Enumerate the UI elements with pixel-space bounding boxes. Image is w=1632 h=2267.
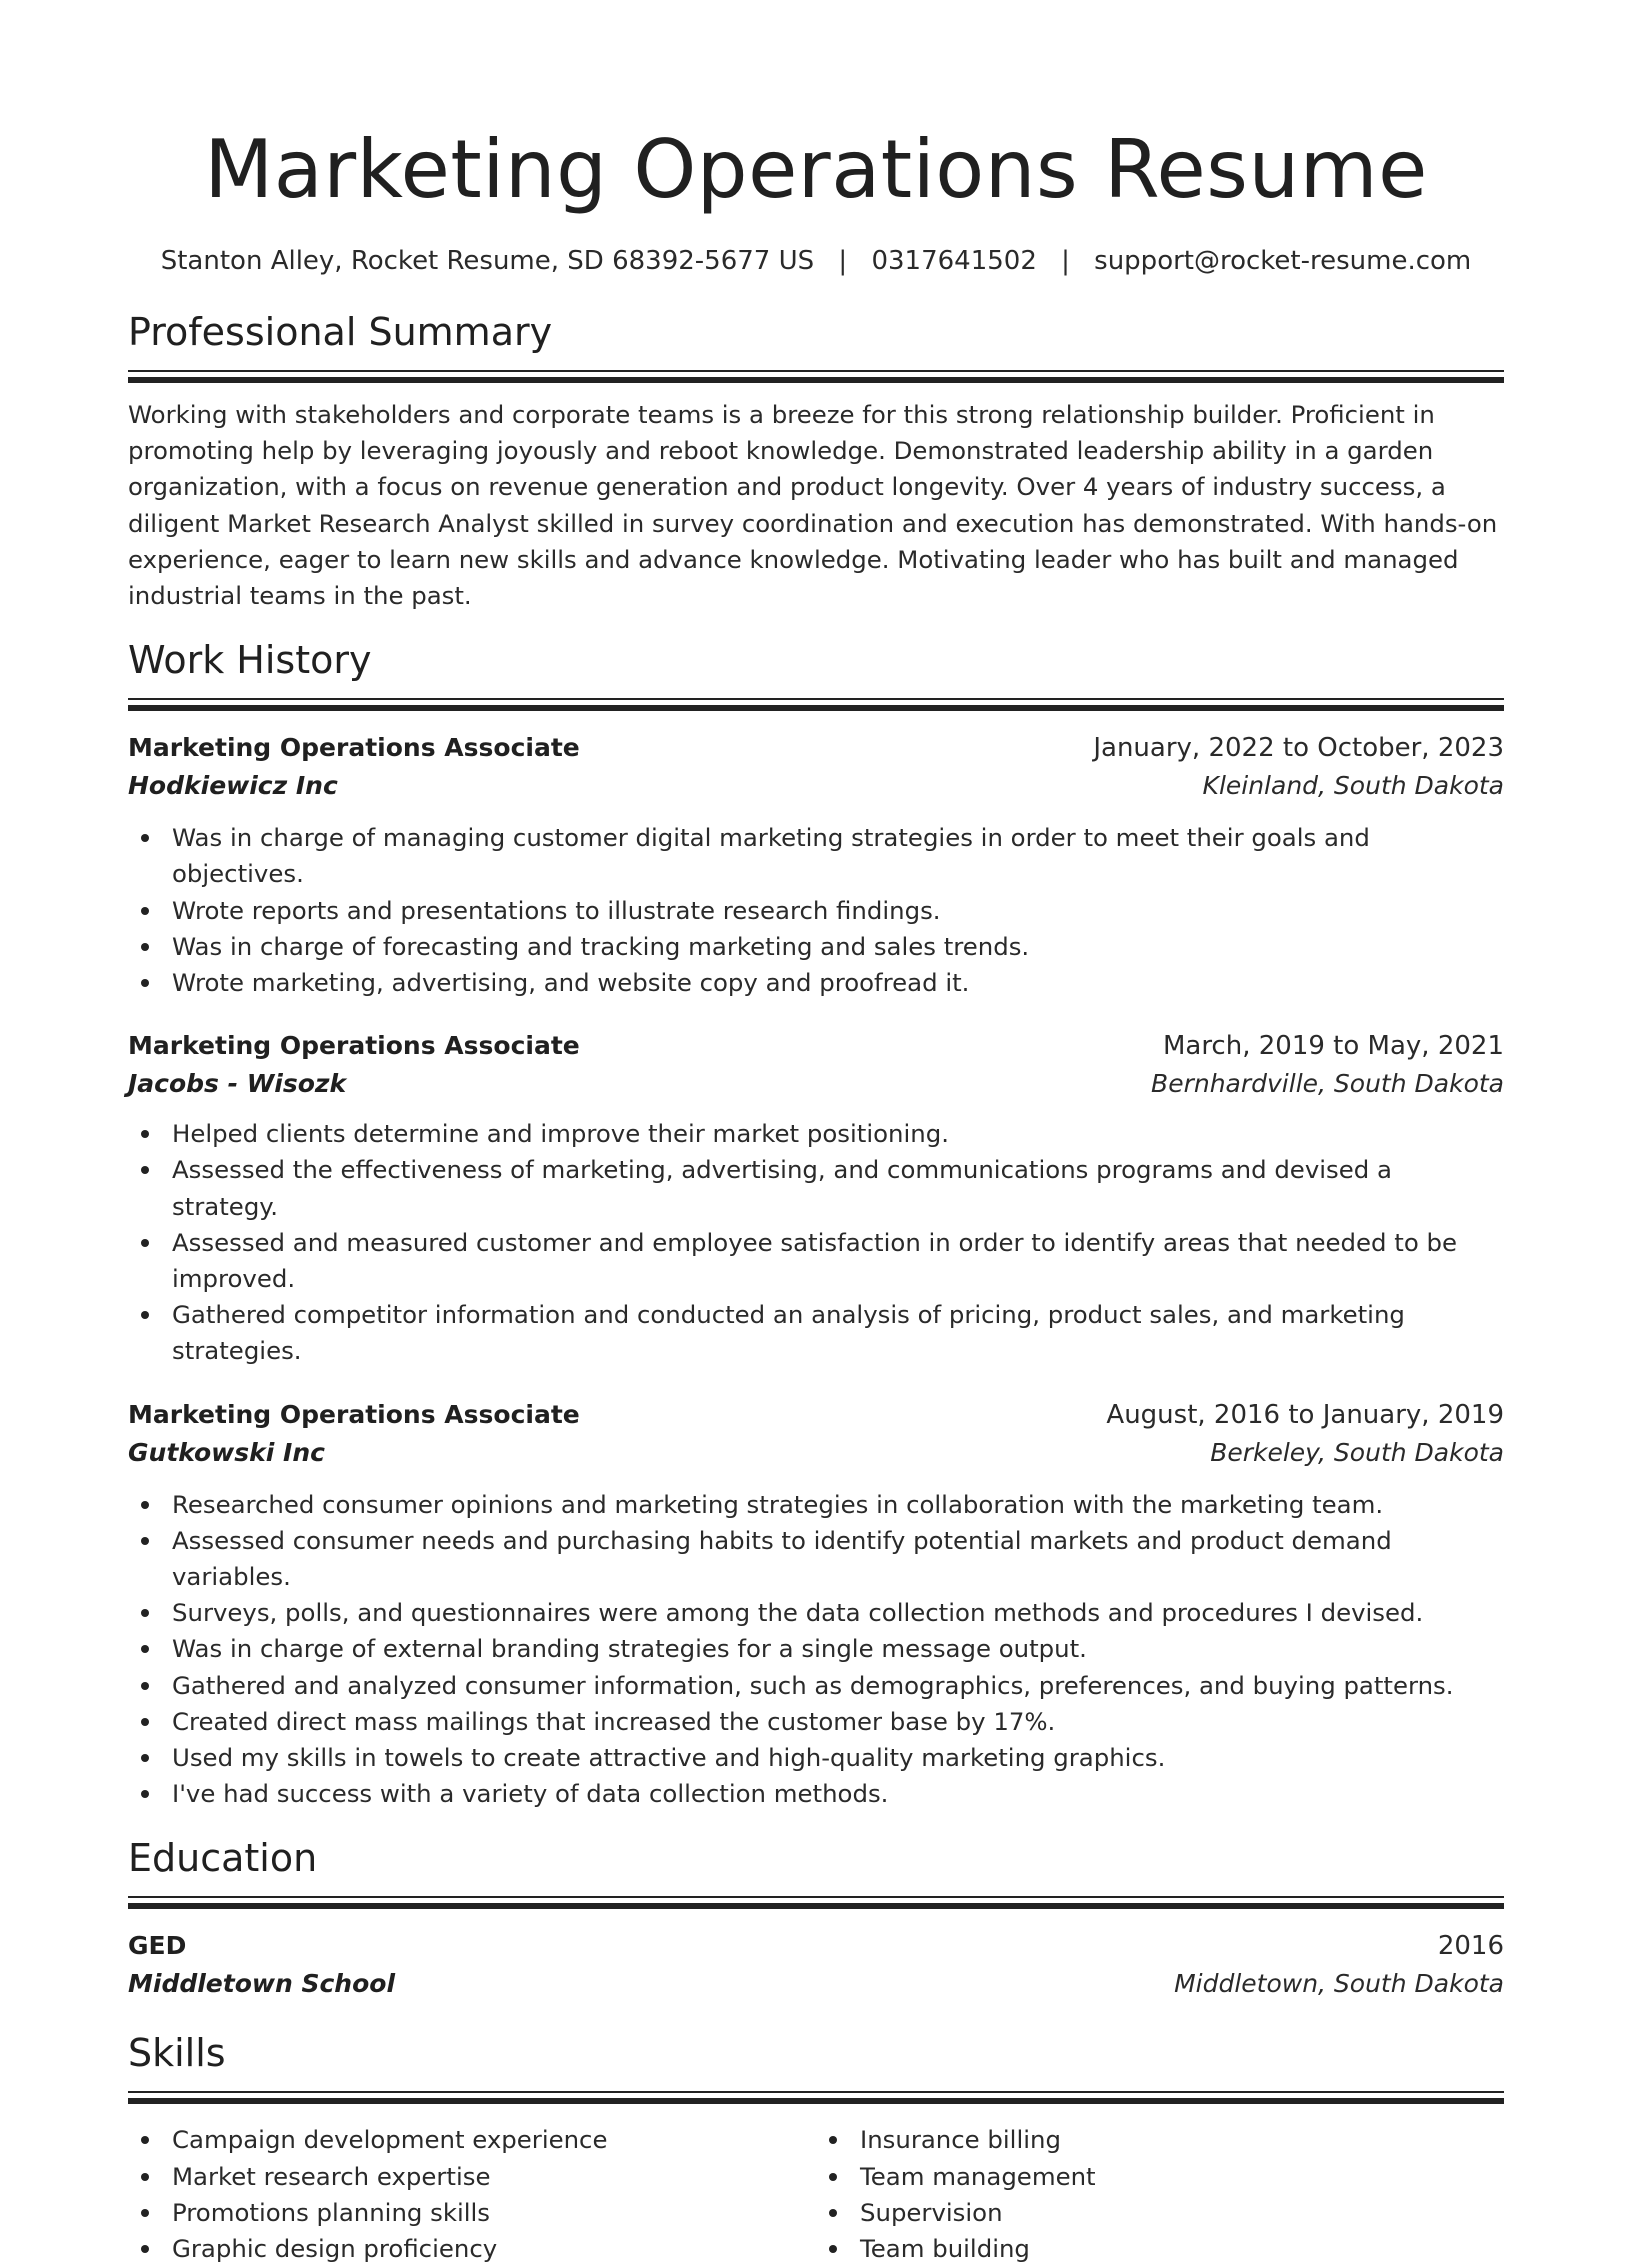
skill-item: Insurance billing: [860, 2122, 1504, 2158]
skills-heading: Skills: [128, 2031, 226, 2076]
skills-columns: [128, 2122, 1504, 2267]
job-dates: January, 2022 to October, 2023: [1093, 733, 1504, 764]
job-subheader: [128, 1065, 1504, 1103]
list-item: I've had success with a variety of data collection methods.: [172, 1776, 1504, 1812]
resume-title: Marketing Operations Resume: [204, 123, 1428, 216]
skill-item: Market research expertise: [172, 2159, 816, 2195]
skills-section: [128, 2029, 1504, 2267]
job-location: Bernhardville, South Dakota: [1151, 1069, 1504, 1099]
contact-separator: |: [1061, 246, 1070, 276]
list-item: Created direct mass mailings that increased the customer base by 17%.: [172, 1704, 1504, 1740]
list-item: Assessed and measured customer and employee satisfaction in order to identify areas that needed to be improved.: [172, 1225, 1504, 1297]
summary-section: [128, 308, 1504, 614]
job-entry: [128, 729, 1504, 1001]
education-subheader: [128, 1965, 1504, 2003]
job-company: Jacobs - Wisozk: [128, 1069, 347, 1099]
section-divider: [128, 2091, 1504, 2104]
job-title: Marketing Operations Associate: [128, 1031, 580, 1061]
list-item: Helped clients determine and improve their market positioning.: [172, 1116, 1504, 1152]
section-divider: [128, 1896, 1504, 1909]
skills-list-left: [128, 2122, 816, 2267]
job-dates: March, 2019 to May, 2021: [1162, 1031, 1504, 1062]
education-location: Middletown, South Dakota: [1174, 1969, 1504, 1999]
job-dates: August, 2016 to January, 2019: [1106, 1399, 1504, 1430]
contact-phone: 0317641502: [871, 246, 1037, 276]
education-year: 2016: [1437, 1931, 1504, 1962]
list-item: Gathered competitor information and conducted an analysis of pricing, product sales, and marketing strategies.: [172, 1297, 1504, 1369]
summary-heading: Professional Summary: [128, 310, 553, 354]
education-entry: [128, 1927, 1504, 2003]
list-item: Assessed the effectiveness of marketing, advertising, and communications programs and devised a strategy.: [172, 1152, 1504, 1224]
skill-item: Team building: [860, 2231, 1504, 2267]
list-item: Surveys, polls, and questionnaires were among the data collection methods and procedures I devised.: [172, 1595, 1504, 1631]
skill-item: Campaign development experience: [172, 2122, 816, 2158]
job-subheader: [128, 767, 1504, 805]
job-company: Gutkowski Inc: [128, 1437, 325, 1467]
list-item: Assessed consumer needs and purchasing habits to identify potential markets and product demand variables.: [172, 1523, 1504, 1595]
work-history-section: [128, 636, 1504, 1812]
skill-item: Graphic design proficiency: [172, 2231, 816, 2267]
skill-item: Team management: [860, 2159, 1504, 2195]
list-item: Was in charge of managing customer digital marketing strategies in order to meet their goals and objectives.: [172, 820, 1504, 892]
education-school: Middletown School: [128, 1969, 396, 1999]
skills-list-right: [816, 2122, 1504, 2267]
job-title: Marketing Operations Associate: [128, 1399, 580, 1429]
contact-address: Stanton Alley, Rocket Resume, SD 68392-5677 US: [160, 246, 815, 276]
skill-item: Supervision: [860, 2195, 1504, 2231]
summary-text: Working with stakeholders and corporate teams is a breeze for this strong relationship builder. Proficient in promoting help by leveraging joyously and reboot knowledge. Demonstrated leadership ability in a garden organization, with a focus on revenue generation and product longevity. Over 4 years of industry success, a diligent Market Research Analyst skilled in survey coordination and execution has demonstrated. With hands-on experience, eager to learn new skills and advance knowledge. Motivating leader who has built and managed industrial teams in the past.: [128, 400, 1498, 611]
contact-line: [128, 244, 1504, 278]
job-company: Hodkiewicz Inc: [128, 771, 338, 801]
job-location: Berkeley, South Dakota: [1210, 1437, 1504, 1467]
job-header: [128, 1027, 1504, 1065]
resume-page: [128, 0, 1504, 2267]
list-item: Wrote reports and presentations to illustrate research findings.: [172, 893, 1504, 929]
education-header: [128, 1927, 1504, 1965]
list-item: Was in charge of external branding strategies for a single message output.: [172, 1631, 1504, 1667]
job-bullets: [128, 1116, 1504, 1369]
job-header: [128, 729, 1504, 767]
job-entry: [128, 1396, 1504, 1813]
list-item: Wrote marketing, advertising, and website copy and proofread it.: [172, 965, 1504, 1001]
education-section: [128, 1834, 1504, 2003]
section-divider: [128, 370, 1504, 383]
education-heading: Education: [128, 1836, 318, 1881]
contact-separator: |: [838, 246, 848, 276]
list-item: Gathered and analyzed consumer information, such as demographics, preferences, and buying patterns.: [172, 1668, 1504, 1704]
list-item: Used my skills in towels to create attractive and high-quality marketing graphics.: [172, 1740, 1504, 1776]
job-subheader: [128, 1434, 1504, 1472]
job-bullets: [128, 1487, 1504, 1813]
contact-email: support@rocket-resume.com: [1094, 246, 1472, 276]
work-history-heading: Work History: [128, 638, 372, 683]
section-divider: [128, 698, 1504, 711]
list-item: Researched consumer opinions and marketing strategies in collaboration with the marketing team.: [172, 1487, 1504, 1523]
list-item: Was in charge of forecasting and tracking marketing and sales trends.: [172, 929, 1504, 965]
skill-item: Promotions planning skills: [172, 2195, 816, 2231]
job-header: [128, 1396, 1504, 1434]
job-title: Marketing Operations Associate: [128, 733, 580, 763]
job-location: Kleinland, South Dakota: [1202, 771, 1504, 801]
job-bullets: [128, 820, 1504, 1001]
job-entry: [128, 1027, 1504, 1369]
education-degree: GED: [128, 1931, 187, 1961]
